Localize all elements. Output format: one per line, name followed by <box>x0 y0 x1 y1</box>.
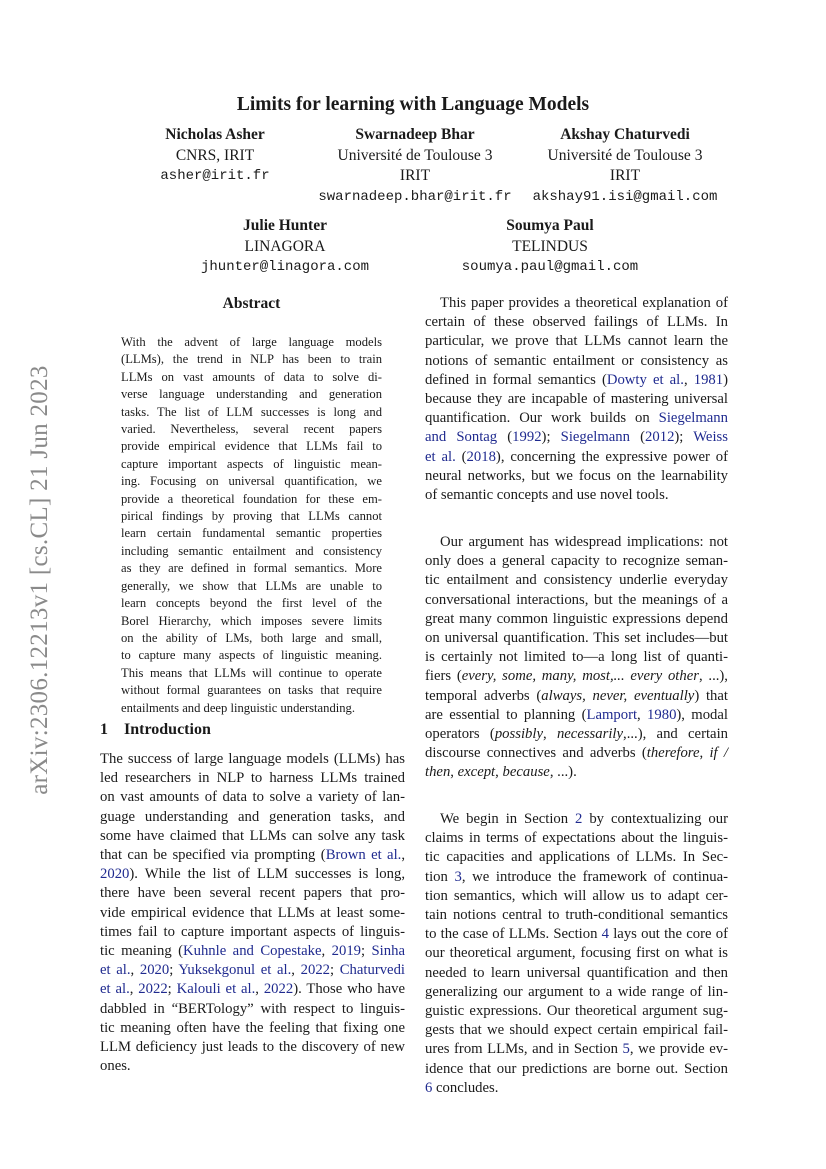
author-affiliation: TELINDUS <box>512 237 588 255</box>
text-line: fiers (every, some, many, most,... every other, ...), <box>425 668 728 685</box>
text-line: and Sontag (1992); Siegelmann (2012); Weiss <box>425 429 728 446</box>
text-line: LLMs on vast amounts of data to solve di- <box>121 369 382 384</box>
italic-text: then <box>425 764 451 781</box>
section-heading <box>100 721 211 739</box>
italic-text: except <box>457 764 496 781</box>
author-name: Akshay Chaturvedi <box>560 126 690 143</box>
text-line: great many common linguistic expressions depend <box>425 610 728 627</box>
text-line: We begin in Section 2 by contextualizing our <box>440 811 728 827</box>
citation-link[interactable]: 1981 <box>693 371 724 388</box>
text-line: pirical findings by proving that LLMs cannot <box>121 509 382 524</box>
text-line: because they are incapable of mastering universal <box>425 391 728 408</box>
citation-link[interactable]: Chaturvedi <box>339 962 405 979</box>
text-line: Our argument has widespread implications: not <box>440 534 728 550</box>
text-line: on the ability of LMs, both large and small, <box>121 630 382 645</box>
text-line: to the case of LLMs. Section 4 lays out the core of <box>425 926 728 943</box>
citation-link[interactable]: Sinha <box>371 943 405 960</box>
author-block <box>520 125 730 207</box>
text-line: tasks. The list of LLM successes is long and <box>121 404 382 419</box>
italic-text: every, some, many, most,... every other <box>461 668 699 685</box>
citation-link[interactable]: 2022 <box>263 981 294 998</box>
text-line: tic meaning (Kuhnle and Copestake, 2019; Sinha <box>100 943 405 960</box>
author-email: soumya.paul@gmail.com <box>461 259 639 275</box>
text-line: ing. Focusing on universal quantification, we <box>121 474 382 489</box>
text-line: there have been several recent papers that pro- <box>100 885 405 902</box>
citation-link[interactable]: 2022 <box>138 981 168 998</box>
author-affiliation: IRIT <box>399 167 431 184</box>
citation-link[interactable]: 2019 <box>331 943 361 960</box>
citation-link[interactable]: et al. <box>100 981 130 998</box>
text-line: needed to learn universal quantification and then <box>425 964 728 981</box>
body-paragraph <box>425 810 728 1098</box>
text-line: discourse connectives and adverbs (therefore, if / <box>425 745 729 762</box>
text-line: guistic expressions. Our theoretical argument sug- <box>425 1003 728 1020</box>
text-line: times fail to capture important aspects of linguis- <box>100 923 405 940</box>
text-line: generalizing our argument to a wide range of lin- <box>425 983 728 1000</box>
author-email: jhunter@linagora.com <box>200 259 370 275</box>
text-line: learn certain fundamental semantic properties <box>121 526 382 541</box>
text-line: tion semantics, which will allow us to adapt cer- <box>425 887 728 904</box>
author-block <box>180 216 390 278</box>
text-line: temporal adverbs (always, never, eventually) that <box>425 687 728 704</box>
text-line: idence that our predictions are borne out. Section <box>425 1060 728 1077</box>
text-line: quantification. Our work builds on Siegelmann <box>425 410 728 427</box>
text-line: This paper provides a theoretical explanation of <box>440 295 728 311</box>
text-line: only does a general capacity to recognize seman- <box>425 553 728 570</box>
text-line: on universal quantification. This set includes—but <box>425 630 728 647</box>
citation-link[interactable]: et al. <box>425 448 456 465</box>
text-line: et al., 2020; Yuksekgonul et al., 2022; Chaturvedi <box>100 962 405 979</box>
author-block <box>310 125 520 207</box>
text-line: entailments and deep linguistic understanding. <box>121 700 355 715</box>
citation-link[interactable]: 2020 <box>100 866 130 883</box>
text-line: defined in formal semantics (Dowty et al., 1981) <box>425 371 728 388</box>
text-line: without formal guarantees on tasks that require <box>121 683 382 698</box>
text-line: certain of these observed failings of LLMs. In <box>425 314 728 331</box>
italic-text: possibly <box>494 726 543 743</box>
citation-link[interactable]: 1980 <box>647 706 677 723</box>
text-line: to capture many aspects of linguistic meaning. <box>121 648 382 663</box>
author-affiliation: LINAGORA <box>244 237 326 255</box>
author-block <box>440 216 660 278</box>
text-line: provide a theoretical foundation for these em- <box>121 491 382 506</box>
text-line: tic capacities and applications of LLMs. In Sec- <box>425 849 728 866</box>
citation-link[interactable]: 2020 <box>139 962 170 979</box>
text-line: With the advent of large language models <box>121 335 382 349</box>
citation-link[interactable]: 5 <box>622 1041 630 1058</box>
abstract-heading: Abstract <box>222 295 281 312</box>
author-email: akshay91.isi@gmail.com <box>532 188 718 205</box>
paper-title: Limits for learning with Language Models <box>236 94 590 115</box>
body-paragraph <box>425 294 728 505</box>
text-line: are essential to planning (Lamport, 1980), modal <box>425 706 728 723</box>
text-line: ones. <box>100 1058 131 1075</box>
text-line: 6 concludes. <box>425 1079 499 1096</box>
intro-paragraph <box>100 750 405 1076</box>
citation-link[interactable]: and Sontag <box>425 429 498 446</box>
citation-link[interactable]: 2022 <box>300 962 330 979</box>
text-line: 2020). While the list of LLM successes is long, <box>100 866 405 883</box>
text-line: particular, we prove that LLMs cannot learn the <box>425 333 728 350</box>
text-line: on vast amounts of data to solve a variety of lan- <box>100 789 405 806</box>
author-email: swarnadeep.bhar@irit.fr <box>318 188 512 205</box>
citation-link[interactable]: Lamport <box>586 706 638 723</box>
text-line: then, except, because, ...). <box>425 764 577 781</box>
author-name: Nicholas Asher <box>165 126 265 143</box>
arxiv-identifier: arXiv:2306.12213v1 [cs.CL] 21 Jun 2023 <box>26 365 53 795</box>
citation-link[interactable]: 2 <box>575 811 583 827</box>
text-line: generally, we show that LLMs are unable to <box>121 578 382 593</box>
citation-link[interactable]: 1992 <box>512 429 542 446</box>
text-line: tic entailment and consistency underlie everyday <box>425 572 728 589</box>
section-number: 1 <box>100 721 108 738</box>
citation-link[interactable]: Brown et al. <box>325 847 402 864</box>
italic-text: because <box>502 764 550 781</box>
author-affiliation: Université de Toulouse 3 <box>337 146 493 164</box>
text-line: dabbled in “BERTology” with respect to linguis- <box>100 1000 405 1017</box>
author-block <box>130 125 300 187</box>
citation-link[interactable]: Kuhnle and Copestake <box>183 943 322 960</box>
author-name: Soumya Paul <box>506 217 594 234</box>
text-line: LLM deficiency just leads to the discovery of new <box>100 1039 405 1056</box>
text-line: as they are defined in formal semantics. More <box>121 561 382 576</box>
text-line: including semantic entailment and consistency <box>121 543 382 558</box>
text-line: tic meaning often have the feeling that fixing one <box>100 1019 405 1036</box>
italic-text: if / <box>709 745 729 762</box>
text-line: (LLMs), the trend in NLP has been to train <box>121 352 382 367</box>
citation-link[interactable]: 4 <box>601 926 609 943</box>
text-line: learn concepts beyond the first level of the <box>121 596 382 611</box>
author-email: asher@irit.fr <box>160 168 270 184</box>
citation-link[interactable]: Weiss <box>693 429 728 446</box>
text-line: The success of large language models (LLMs) has <box>100 751 405 767</box>
citation-link[interactable]: Dowty et al. <box>606 371 684 388</box>
author-name: Swarnadeep Bhar <box>355 126 475 143</box>
text-line: vide empirical evidence that LLMs at least some- <box>100 904 405 921</box>
text-line: Borel Hierarchy, which imposes severe limits <box>121 613 382 628</box>
text-line: that can be specified via prompting (Brown et al., <box>100 847 406 864</box>
author-name: Julie Hunter <box>243 217 327 234</box>
text-line: some have claimed that LLMs can solve any task <box>100 827 405 844</box>
citation-link[interactable]: Siegelmann <box>658 410 728 427</box>
text-line: neural networks, but we focus on the learnability <box>425 467 728 484</box>
section-title: Introduction <box>124 721 211 738</box>
author-affiliation: Université de Toulouse 3 <box>547 146 703 164</box>
text-line: of semantic concepts and use novel tools. <box>425 487 669 504</box>
citation-link[interactable]: Yuksekgonul et al. <box>178 962 292 979</box>
text-line: This means that LLMs will continue to operate <box>121 665 382 680</box>
text-line: claims in terms of expectations about the linguis- <box>425 830 728 847</box>
text-line: guage understanding and generation tasks, and <box>100 808 405 825</box>
abstract-text <box>121 334 382 717</box>
text-line: gests that we should expect certain empirical fail- <box>425 1022 728 1039</box>
italic-text: necessarily <box>556 726 624 743</box>
italic-text: always, never, eventually <box>541 687 695 704</box>
citation-link[interactable]: 2012 <box>645 429 675 446</box>
text-line: et al., 2022; Kalouli et al., 2022). Those who have <box>100 981 406 998</box>
text-line: varied. Nevertheless, several recent papers <box>121 422 382 437</box>
text-line: capture important aspects of linguistic mean- <box>121 456 382 471</box>
text-line: is certainly not limited to—a long list of quanti- <box>425 649 728 666</box>
author-affiliation: CNRS, IRIT <box>175 146 255 164</box>
text-line: tion 3, we introduce the framework of continua- <box>425 868 728 885</box>
citation-link[interactable]: et al. <box>100 962 131 979</box>
text-line: verse language understanding and generation <box>121 387 382 402</box>
citation-link[interactable]: Kalouli et al. <box>176 981 256 998</box>
body-paragraph <box>425 533 728 783</box>
citation-link[interactable]: 3 <box>454 868 462 885</box>
text-line: tain notions central to truth-conditional semantics <box>425 907 728 924</box>
citation-link[interactable]: 2018 <box>466 448 496 465</box>
text-line: provide empirical evidence that LLMs fail to <box>121 439 382 454</box>
text-line: conversational interactions, but the meanings of a <box>425 591 728 608</box>
citation-link[interactable]: Siegelmann <box>560 429 630 446</box>
author-affiliation: IRIT <box>609 167 641 184</box>
citation-link[interactable]: 6 <box>425 1079 433 1096</box>
text-line: notions of semantic entailment or consistency as <box>425 352 728 369</box>
text-line: our theoretical argument, focusing first on what is <box>425 945 728 962</box>
text-line: operators (possibly, necessarily,...), and certain <box>425 726 728 743</box>
text-line: ures from LLMs, and in Section 5, we provide ev- <box>425 1041 728 1058</box>
text-line: led researchers in NLP to harness LLMs trained <box>100 770 405 787</box>
italic-text: therefore <box>646 745 700 762</box>
text-line: et al. (2018), concerning the expressive power of <box>425 448 729 465</box>
